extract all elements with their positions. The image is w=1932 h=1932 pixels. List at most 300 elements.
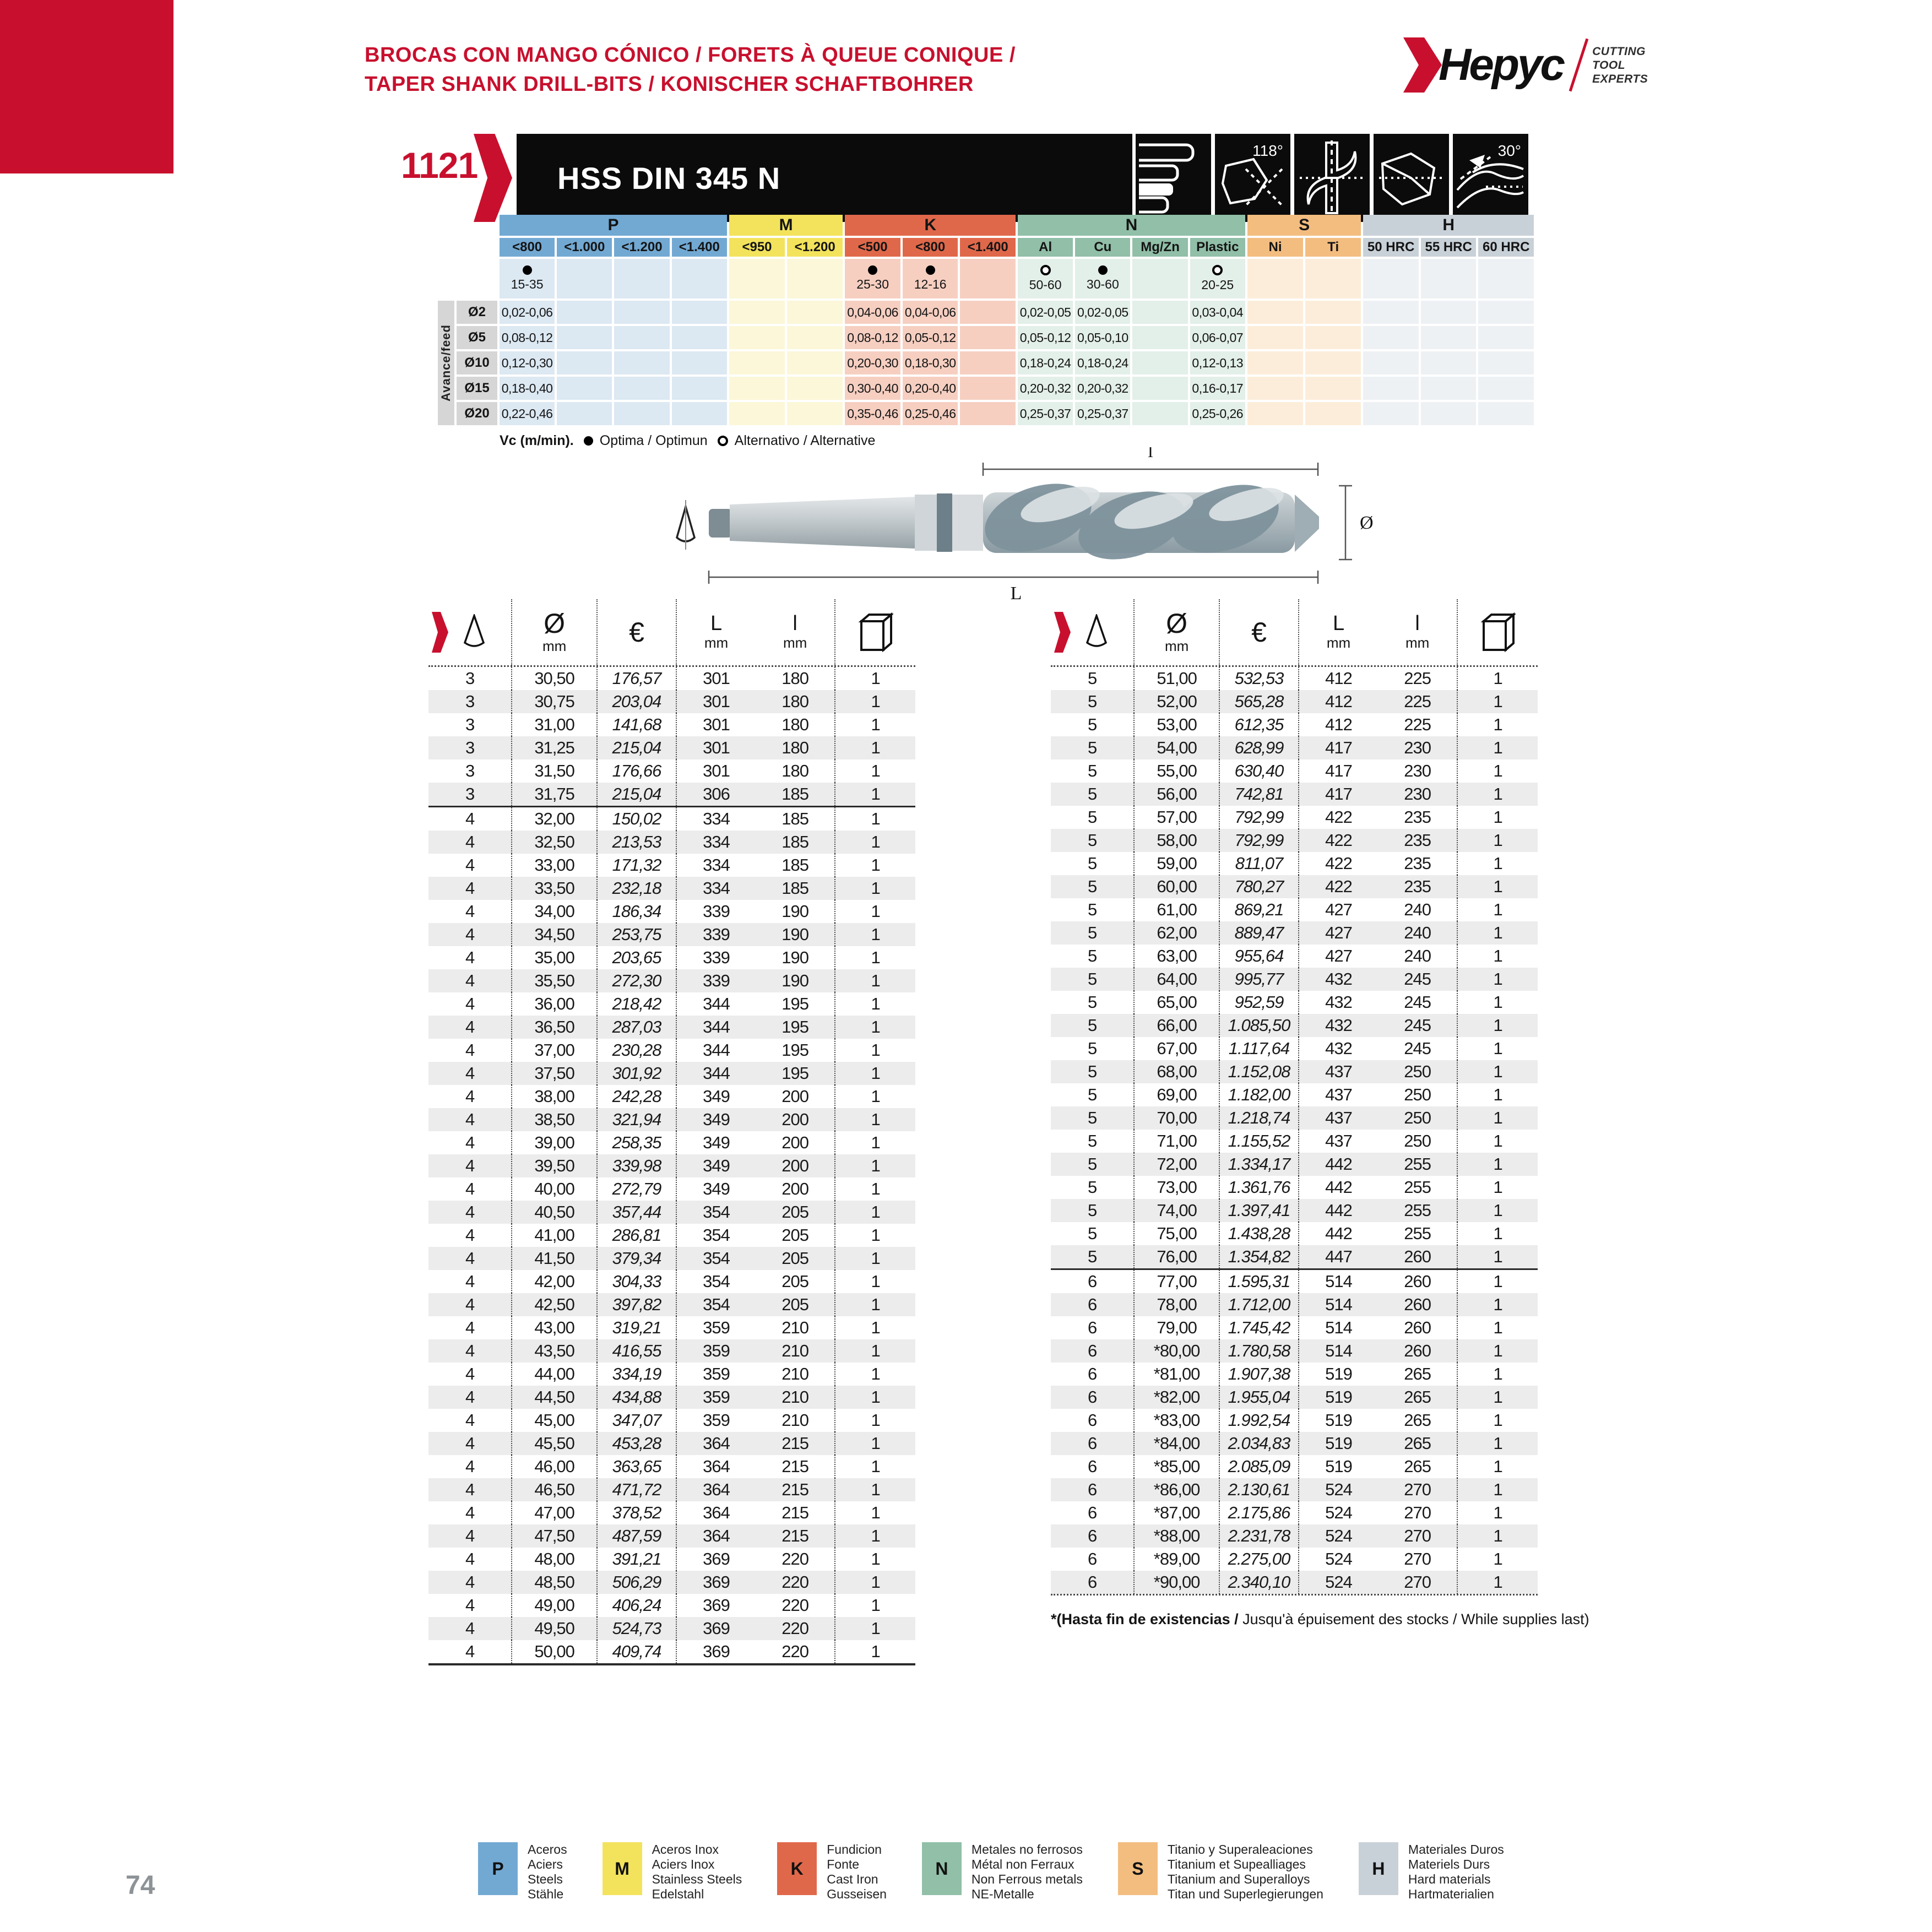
cell-total-length: 354	[676, 1224, 756, 1247]
speed-subheader: <500	[845, 238, 900, 257]
package-icon	[858, 612, 893, 652]
feed-cell: 0,05-0,10	[1075, 326, 1130, 349]
cell-qty: 1	[834, 1524, 915, 1548]
cell-diameter: 48,00	[511, 1548, 596, 1571]
col-flute-length: l	[1415, 611, 1420, 635]
vc-cell: 12-16	[903, 259, 958, 299]
vc-cell: 15-35	[500, 259, 555, 299]
cell-diameter: 43,50	[511, 1339, 596, 1363]
cell-diameter: 52,00	[1133, 690, 1219, 713]
material-legend-item-K	[777, 1842, 887, 1902]
cell-diameter: *89,00	[1133, 1548, 1219, 1571]
feed-cell	[1478, 377, 1534, 400]
product-row	[428, 1548, 915, 1571]
cell-price: 506,29	[596, 1571, 676, 1594]
cell-diameter: 41,50	[511, 1247, 596, 1270]
cell-flute-length: 230	[1404, 761, 1431, 780]
cell-flute-length: 255	[1404, 1224, 1431, 1243]
cell-total-length: 427	[1298, 898, 1378, 921]
speed-subheader: 50 HRC	[1363, 238, 1419, 257]
product-row	[1051, 1153, 1538, 1176]
cell-taper: 4	[465, 1457, 475, 1476]
product-row	[428, 1409, 915, 1432]
cell-total-length: 301	[676, 690, 756, 713]
cell-price: 272,30	[596, 969, 676, 992]
product-row	[1051, 921, 1538, 945]
material-legend-text: Metales no ferrosos Métal non Ferraux Non Ferrous metals NE-Metalle	[971, 1842, 1083, 1901]
col-total-length: L	[710, 611, 723, 635]
cell-total-length: 359	[676, 1363, 756, 1386]
product-banner	[517, 134, 1132, 222]
drill-diagram	[675, 447, 1385, 601]
cell-total-length: 334	[676, 831, 756, 854]
feed-cell: 0,05-0,12	[903, 326, 958, 349]
vc-cell	[787, 259, 843, 299]
cell-flute-length: 265	[1404, 1387, 1431, 1407]
vc-cell	[1305, 259, 1361, 299]
cell-flute-length: 195	[782, 994, 808, 1013]
cell-qty: 1	[1457, 1548, 1538, 1571]
cell-price: 1.354,82	[1219, 1245, 1298, 1268]
cell-taper: 5	[1088, 1062, 1097, 1081]
cell-taper: 5	[1088, 969, 1097, 989]
cell-taper: 4	[465, 1595, 475, 1615]
cell-qty: 1	[1457, 1571, 1538, 1594]
cell-flute-length: 260	[1404, 1295, 1431, 1314]
cell-price: 186,34	[596, 900, 676, 923]
material-legend-text: Materiales Duros Materiels Durs Hard materials Hartmaterialien	[1408, 1842, 1504, 1901]
cell-diameter: 30,75	[511, 690, 596, 713]
cell-qty: 1	[834, 992, 915, 1016]
cell-diameter: 31,00	[511, 713, 596, 736]
feed-cell: 0,16-0,17	[1190, 377, 1245, 400]
cell-flute-length: 180	[782, 715, 808, 734]
cell-qty: 1	[1457, 783, 1538, 806]
cell-flute-length: 240	[1404, 900, 1431, 919]
cell-flute-length: 250	[1404, 1108, 1431, 1127]
cell-qty: 1	[1457, 829, 1538, 852]
cell-total-length: 369	[676, 1571, 756, 1594]
cell-diameter: 47,00	[511, 1501, 596, 1524]
cell-price: 304,33	[596, 1270, 676, 1293]
speed-subheader: Ti	[1305, 238, 1361, 257]
cell-diameter: 38,00	[511, 1085, 596, 1108]
feed-cell	[614, 301, 669, 324]
table-header: Ø mm € L mm l mm	[428, 599, 915, 667]
cell-total-length: 417	[1298, 759, 1378, 783]
feed-cell	[1363, 402, 1419, 425]
feed-cell	[614, 377, 669, 400]
page-number: 74	[126, 1871, 155, 1900]
cell-qty: 1	[1457, 1130, 1538, 1153]
cell-diameter: 59,00	[1133, 852, 1219, 875]
cell-diameter: 58,00	[1133, 829, 1219, 852]
cell-flute-length: 240	[1404, 923, 1431, 942]
material-legend-text: Fundicion Fonte Cast Iron Gusseisen	[827, 1842, 887, 1901]
product-row	[1051, 968, 1538, 991]
cell-taper: 4	[465, 1480, 475, 1499]
col-diameter: Ø	[1166, 607, 1188, 639]
cell-flute-length: 220	[782, 1549, 808, 1569]
cell-qty: 1	[1457, 1014, 1538, 1037]
material-legend	[478, 1842, 1504, 1902]
cell-price: 242,28	[596, 1085, 676, 1108]
product-row	[428, 1524, 915, 1548]
cell-qty: 1	[1457, 1106, 1538, 1130]
cell-price: 630,40	[1219, 759, 1298, 783]
cell-price: 952,59	[1219, 991, 1298, 1014]
cell-total-length: 369	[676, 1640, 756, 1663]
cell-diameter: 76,00	[1133, 1245, 1219, 1268]
cell-qty: 1	[1457, 968, 1538, 991]
cell-taper: 5	[1088, 946, 1097, 965]
cell-total-length: 437	[1298, 1130, 1378, 1153]
cell-flute-length: 225	[1404, 692, 1431, 711]
product-row	[1051, 1339, 1538, 1363]
cell-total-length: 334	[676, 854, 756, 877]
cell-price: 391,21	[596, 1548, 676, 1571]
cell-qty: 1	[834, 1455, 915, 1478]
cell-flute-length: 230	[1404, 784, 1431, 804]
cell-diameter: 42,00	[511, 1270, 596, 1293]
cell-flute-length: 270	[1404, 1549, 1431, 1569]
cell-price: 1.780,58	[1219, 1339, 1298, 1363]
cell-flute-length: 255	[1404, 1177, 1431, 1197]
feed-cell: 0,02-0,05	[1075, 301, 1130, 324]
cell-qty: 1	[1457, 1222, 1538, 1245]
feed-cell: 0,20-0,32	[1018, 377, 1073, 400]
feed-cell: 0,25-0,37	[1075, 402, 1130, 425]
feed-cell: 0,04-0,06	[845, 301, 900, 324]
cell-qty: 1	[834, 1640, 915, 1663]
cell-total-length: 422	[1298, 875, 1378, 898]
product-row	[428, 1131, 915, 1154]
feed-cell	[614, 402, 669, 425]
cell-price: 742,81	[1219, 783, 1298, 806]
point-angle-icon	[1215, 134, 1290, 222]
product-row	[428, 1386, 915, 1409]
optima-dot-icon	[868, 265, 877, 275]
speed-subheader: <1.400	[960, 238, 1016, 257]
svg-text:Ø: Ø	[1360, 513, 1374, 533]
cell-flute-length: 265	[1404, 1364, 1431, 1383]
cell-price: 792,99	[1219, 806, 1298, 829]
cell-taper: 5	[1088, 715, 1097, 734]
cell-price: 272,79	[596, 1177, 676, 1201]
vc-unit-label: Vc (m/min).	[500, 433, 574, 448]
cell-qty: 1	[834, 1571, 915, 1594]
product-row	[428, 1201, 915, 1224]
cell-qty: 1	[834, 1501, 915, 1524]
feed-cell: 0,22-0,46	[500, 402, 555, 425]
cell-total-length: 519	[1298, 1455, 1378, 1478]
feed-cell: 0,08-0,12	[845, 326, 900, 349]
material-legend-item-H	[1359, 1842, 1504, 1902]
cell-price: 792,99	[1219, 829, 1298, 852]
product-row	[1051, 1293, 1538, 1316]
speed-subheader: <1.400	[672, 238, 727, 257]
product-row	[1051, 1501, 1538, 1524]
cell-qty: 1	[1457, 1316, 1538, 1339]
logo-chevron-icon	[1399, 37, 1442, 93]
product-table-left	[428, 599, 915, 1665]
cell-flute-length: 270	[1404, 1480, 1431, 1499]
speed-subheader: Plastic	[1190, 238, 1245, 257]
cell-qty: 1	[1457, 898, 1538, 921]
feed-cell	[557, 351, 612, 375]
cell-flute-length: 230	[1404, 738, 1431, 757]
cell-flute-length: 210	[782, 1341, 808, 1360]
product-row	[1051, 1548, 1538, 1571]
cell-total-length: 359	[676, 1386, 756, 1409]
feed-cell	[614, 326, 669, 349]
page-title-line2: TAPER SHANK DRILL-BITS / KONISCHER SCHAFTBOHRER	[365, 73, 974, 96]
cell-diameter: 72,00	[1133, 1153, 1219, 1176]
cell-taper: 3	[465, 692, 475, 711]
product-row	[428, 1617, 915, 1640]
cell-price: 1.595,31	[1219, 1270, 1298, 1293]
feed-cell: 0,02-0,05	[1018, 301, 1073, 324]
cell-price: 612,35	[1219, 713, 1298, 736]
cell-flute-length: 265	[1404, 1434, 1431, 1453]
speed-table-groups	[500, 215, 1534, 425]
cell-total-length: 344	[676, 992, 756, 1016]
cell-taper: 6	[1088, 1410, 1097, 1430]
cell-total-length: 364	[676, 1455, 756, 1478]
feed-cell	[1421, 301, 1477, 324]
cell-taper: 4	[465, 1179, 475, 1198]
feed-cell	[729, 301, 785, 324]
cell-total-length: 447	[1298, 1245, 1378, 1268]
cell-price: 1.992,54	[1219, 1409, 1298, 1432]
cell-qty: 1	[834, 854, 915, 877]
cell-taper: 4	[465, 1434, 475, 1453]
banner-chevron-icon	[474, 134, 512, 222]
cell-total-length: 359	[676, 1409, 756, 1432]
cell-flute-length: 235	[1404, 831, 1431, 850]
cell-qty: 1	[1457, 1501, 1538, 1524]
cell-taper: 4	[465, 1156, 475, 1175]
cell-diameter: 32,00	[511, 807, 596, 831]
feed-cell	[960, 351, 1016, 375]
cell-total-length: 334	[676, 807, 756, 831]
cell-taper: 4	[465, 994, 475, 1013]
product-row	[428, 831, 915, 854]
product-row	[428, 1108, 915, 1131]
cell-taper: 6	[1088, 1341, 1097, 1360]
product-row	[428, 900, 915, 923]
cell-taper: 5	[1088, 992, 1097, 1012]
cell-qty: 1	[1457, 1432, 1538, 1455]
cell-total-length: 349	[676, 1177, 756, 1201]
cell-taper: 6	[1088, 1549, 1097, 1569]
table-chevron-icon	[432, 612, 448, 653]
cell-total-length: 339	[676, 923, 756, 946]
cell-qty: 1	[834, 1131, 915, 1154]
cell-diameter: 61,00	[1133, 898, 1219, 921]
material-chip-H: H	[1359, 1842, 1398, 1895]
cell-taper: 5	[1088, 1039, 1097, 1058]
cell-qty: 1	[1457, 690, 1538, 713]
product-row	[1051, 1130, 1538, 1153]
vc-cell	[729, 259, 785, 299]
cell-total-length: 364	[676, 1501, 756, 1524]
cell-price: 1.085,50	[1219, 1014, 1298, 1037]
product-row	[1051, 1176, 1538, 1199]
cell-taper: 4	[465, 1272, 475, 1291]
cell-total-length: 422	[1298, 852, 1378, 875]
logo-tagline-line3: EXPERTS	[1592, 72, 1648, 85]
feed-cell	[672, 377, 727, 400]
cell-flute-length: 180	[782, 692, 808, 711]
product-row	[428, 667, 915, 690]
feed-cell	[557, 326, 612, 349]
cell-diameter: 36,50	[511, 1016, 596, 1039]
cell-flute-length: 195	[782, 1017, 808, 1036]
cell-qty: 1	[1457, 1083, 1538, 1106]
feed-cell	[1247, 351, 1303, 375]
cell-diameter: 31,50	[511, 759, 596, 783]
product-row	[428, 759, 915, 783]
cell-taper: 4	[465, 1318, 475, 1337]
table-header: Ø mm € L mm l mm	[1051, 599, 1538, 667]
cell-flute-length: 185	[782, 878, 808, 898]
feed-cell: 0,25-0,37	[1018, 402, 1073, 425]
product-name: HSS DIN 345 N	[557, 160, 781, 196]
cell-diameter: 44,00	[511, 1363, 596, 1386]
feed-cell	[1421, 351, 1477, 375]
cell-price: 176,66	[596, 759, 676, 783]
cell-diameter: *85,00	[1133, 1455, 1219, 1478]
cell-total-length: 442	[1298, 1199, 1378, 1222]
feed-cell: 0,03-0,04	[1190, 301, 1245, 324]
cell-total-length: 524	[1298, 1478, 1378, 1501]
cell-total-length: 412	[1298, 667, 1378, 690]
product-row	[428, 806, 915, 831]
product-row	[428, 1154, 915, 1177]
logo-tagline	[1592, 45, 1648, 86]
page-title-line1: BROCAS CON MANGO CÓNICO / FORETS À QUEUE CONIQUE /	[365, 44, 1016, 67]
speed-subheader: <1.200	[614, 238, 669, 257]
cell-taper: 4	[465, 1387, 475, 1407]
cell-diameter: 41,00	[511, 1224, 596, 1247]
cell-price: 2.175,86	[1219, 1501, 1298, 1524]
feed-row-label: Ø10	[457, 351, 497, 375]
material-chip-M: M	[603, 1842, 642, 1895]
cell-flute-length: 220	[782, 1595, 808, 1615]
cell-taper: 4	[465, 809, 475, 828]
cell-price: 780,27	[1219, 875, 1298, 898]
product-row	[1051, 852, 1538, 875]
alternative-label: Alternativo / Alternative	[734, 433, 876, 448]
cell-total-length: 442	[1298, 1222, 1378, 1245]
cell-qty: 1	[834, 1293, 915, 1316]
cell-price: 2.085,09	[1219, 1455, 1298, 1478]
cell-total-length: 417	[1298, 736, 1378, 759]
cell-taper: 4	[465, 1133, 475, 1152]
cell-flute-length: 270	[1404, 1503, 1431, 1522]
cell-diameter: 79,00	[1133, 1316, 1219, 1339]
product-row	[1051, 1409, 1538, 1432]
product-row	[428, 1432, 915, 1455]
stock-footnote	[1051, 1611, 1877, 1628]
cell-price: 1.334,17	[1219, 1153, 1298, 1176]
feed-cell	[960, 326, 1016, 349]
cell-qty: 1	[1457, 921, 1538, 945]
feed-cell	[557, 402, 612, 425]
cell-total-length: 359	[676, 1316, 756, 1339]
material-legend-item-N	[922, 1842, 1083, 1902]
cell-taper: 6	[1088, 1364, 1097, 1383]
col-price: €	[629, 617, 644, 648]
cell-price: 811,07	[1219, 852, 1298, 875]
cell-taper: 5	[1088, 877, 1097, 896]
cell-taper: 5	[1088, 807, 1097, 827]
cell-qty: 1	[834, 1386, 915, 1409]
cell-price: 869,21	[1219, 898, 1298, 921]
cell-qty: 1	[1457, 713, 1538, 736]
cell-taper: 5	[1088, 1131, 1097, 1150]
cell-diameter: *86,00	[1133, 1478, 1219, 1501]
cell-qty: 1	[834, 1363, 915, 1386]
feed-cell	[1132, 301, 1187, 324]
product-row	[428, 1455, 915, 1478]
feed-cell	[787, 351, 843, 375]
cell-price: 628,99	[1219, 736, 1298, 759]
cell-taper: 6	[1088, 1480, 1097, 1499]
footnote-rest: Jusqu'à épuisement des stocks / While supplies last)	[1242, 1611, 1589, 1627]
cell-diameter: 36,00	[511, 992, 596, 1016]
cell-diameter: 54,00	[1133, 736, 1219, 759]
feed-row-label: Ø15	[457, 377, 497, 400]
cell-price: 1.182,00	[1219, 1083, 1298, 1106]
cell-taper: 6	[1088, 1503, 1097, 1522]
feed-cell	[557, 301, 612, 324]
cell-total-length: 359	[676, 1339, 756, 1363]
product-row	[1051, 898, 1538, 921]
cell-qty: 1	[1457, 1386, 1538, 1409]
cell-taper: 6	[1088, 1526, 1097, 1545]
cell-qty: 1	[834, 1478, 915, 1501]
speed-group-K	[845, 215, 1016, 425]
cell-taper: 6	[1088, 1572, 1097, 1592]
cell-total-length: 427	[1298, 921, 1378, 945]
cell-diameter: 51,00	[1133, 667, 1219, 690]
feed-cell	[729, 326, 785, 349]
cell-flute-length: 250	[1404, 1085, 1431, 1104]
cell-price: 287,03	[596, 1016, 676, 1039]
cell-taper: 4	[465, 1249, 475, 1268]
feed-cell	[1363, 351, 1419, 375]
product-row	[428, 969, 915, 992]
cell-diameter: 33,00	[511, 854, 596, 877]
cell-price: 141,68	[596, 713, 676, 736]
cell-price: 378,52	[596, 1501, 676, 1524]
cell-flute-length: 215	[782, 1434, 808, 1453]
cell-taper: 5	[1088, 854, 1097, 873]
cell-flute-length: 210	[782, 1410, 808, 1430]
cell-diameter: 71,00	[1133, 1130, 1219, 1153]
cell-flute-length: 245	[1404, 992, 1431, 1012]
feed-cell: 0,05-0,12	[1018, 326, 1073, 349]
product-row	[428, 1594, 915, 1617]
alternative-dot-icon	[1212, 265, 1223, 275]
cell-total-length: 339	[676, 969, 756, 992]
cell-flute-length: 260	[1404, 1318, 1431, 1337]
cell-taper: 3	[465, 669, 475, 688]
cell-taper: 3	[465, 784, 475, 804]
cell-diameter: 34,00	[511, 900, 596, 923]
